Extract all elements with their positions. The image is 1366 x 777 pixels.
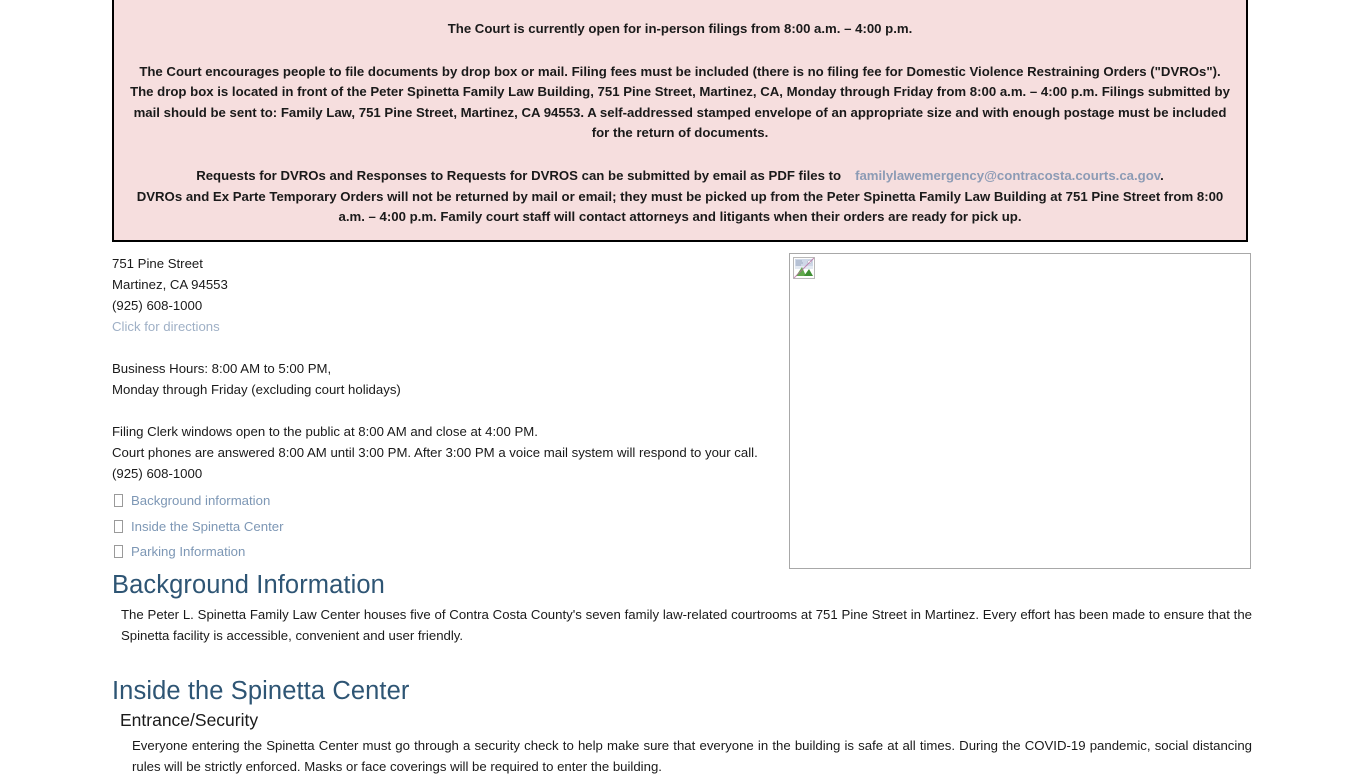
address-street: 751 Pine Street bbox=[112, 256, 203, 271]
phone-number: (925) 608-1000 bbox=[112, 298, 203, 313]
missing-glyph-icon bbox=[114, 520, 123, 533]
list-item[interactable] bbox=[112, 539, 772, 565]
filing-clerk-hours: Filing Clerk windows open to the public at 8:00 AM and close at 4:00 PM. bbox=[112, 424, 538, 439]
list-item[interactable] bbox=[112, 514, 772, 540]
link-background-information[interactable]: Background information bbox=[131, 493, 271, 509]
phone-answer-hours: Court phones are answered 8:00 AM until 3:00 PM. After 3:00 PM a voice mail system will respond to your call. bbox=[112, 445, 758, 460]
missing-glyph-icon bbox=[114, 545, 123, 558]
quick-links-list bbox=[112, 488, 772, 565]
missing-glyph-icon bbox=[114, 494, 123, 507]
section-background-information bbox=[112, 570, 1252, 646]
business-hours: Business Hours: 8:00 AM to 5:00 PM, bbox=[112, 361, 332, 376]
broken-image-icon bbox=[793, 257, 815, 279]
list-item[interactable] bbox=[112, 488, 772, 514]
court-contact-info bbox=[112, 253, 772, 565]
address-city-state: Martinez, CA 94553 bbox=[112, 277, 228, 292]
phone-number-secondary: (925) 608-1000 bbox=[112, 466, 203, 481]
courthouse-image-frame bbox=[789, 253, 1251, 569]
subheading-entrance-security: Entrance/Security bbox=[120, 710, 259, 730]
business-days: Monday through Friday (excluding court holidays) bbox=[112, 382, 401, 397]
section-inside-spinetta-center bbox=[112, 676, 1252, 777]
link-inside-spinetta-center[interactable]: Inside the Spinetta Center bbox=[131, 518, 284, 534]
spacer bbox=[112, 337, 772, 358]
alert-headline: The Court is currently open for in-person filings from 8:00 a.m. – 4:00 p.m. bbox=[447, 21, 913, 36]
page-title-background-information: Background Information bbox=[112, 571, 385, 599]
court-status-alert bbox=[112, 0, 1248, 242]
alert-dvro-email-prefix: Requests for DVROs and Responses to Requests for DVROS can be submitted by email as PDF files to bbox=[196, 167, 842, 183]
background-information-body: The Peter L. Spinetta Family Law Center houses five of Contra Costa County's seven family law-related courtrooms at 751 Pine Street in Martinez. Every effort has been made to ensure that the Spinetta facility is accessible, convenient and user friendly. bbox=[121, 607, 1252, 643]
alert-dvro-email-line bbox=[122, 166, 1238, 187]
familylaw-emergency-email-link[interactable]: familylawemergency@contracosta.courts.ca.gov bbox=[855, 167, 1161, 183]
directions-link[interactable]: Click for directions bbox=[112, 319, 220, 334]
alert-pickup-instructions: DVROs and Ex Parte Temporary Orders will not be returned by mail or email; they must be picked up from the Peter Spinetta Family Law Building at 751 Pine Street from 8:00 a.m. – 4:00 p.m. Family court staff will contact attorneys and litigants when their orders are ready for pick up. bbox=[136, 188, 1224, 225]
link-parking-information[interactable]: Parking Information bbox=[131, 544, 246, 560]
alert-filing-instructions: The Court encourages people to file documents by drop box or mail. Filing fees must be included (there is no filing fee for Domestic Violence Restraining Orders ("DVROs"). The drop box is located in front of the Peter Spinetta Family Law Building, 751 Pine Street, Martinez, CA, Monday through Friday from 8:00 a.m. – 4:00 p.m. Filings submitted by mail should be sent to: Family Law, 751 Pine Street, Martinez, CA 94553. A self-addressed stamped envelope of an appropriate size and with enough postage must be included for the return of documents. bbox=[130, 63, 1230, 141]
page-title-inside-spinetta-center: Inside the Spinetta Center bbox=[112, 677, 410, 705]
spacer bbox=[112, 400, 772, 421]
entrance-security-body: Everyone entering the Spinetta Center must go through a security check to help make sure that everyone in the building is safe at all times. During the COVID-19 pandemic, social distancing rules will be strictly enforced. Masks or face coverings will be required to enter the building. bbox=[132, 738, 1252, 774]
alert-dvro-email-suffix: . bbox=[1160, 167, 1164, 183]
